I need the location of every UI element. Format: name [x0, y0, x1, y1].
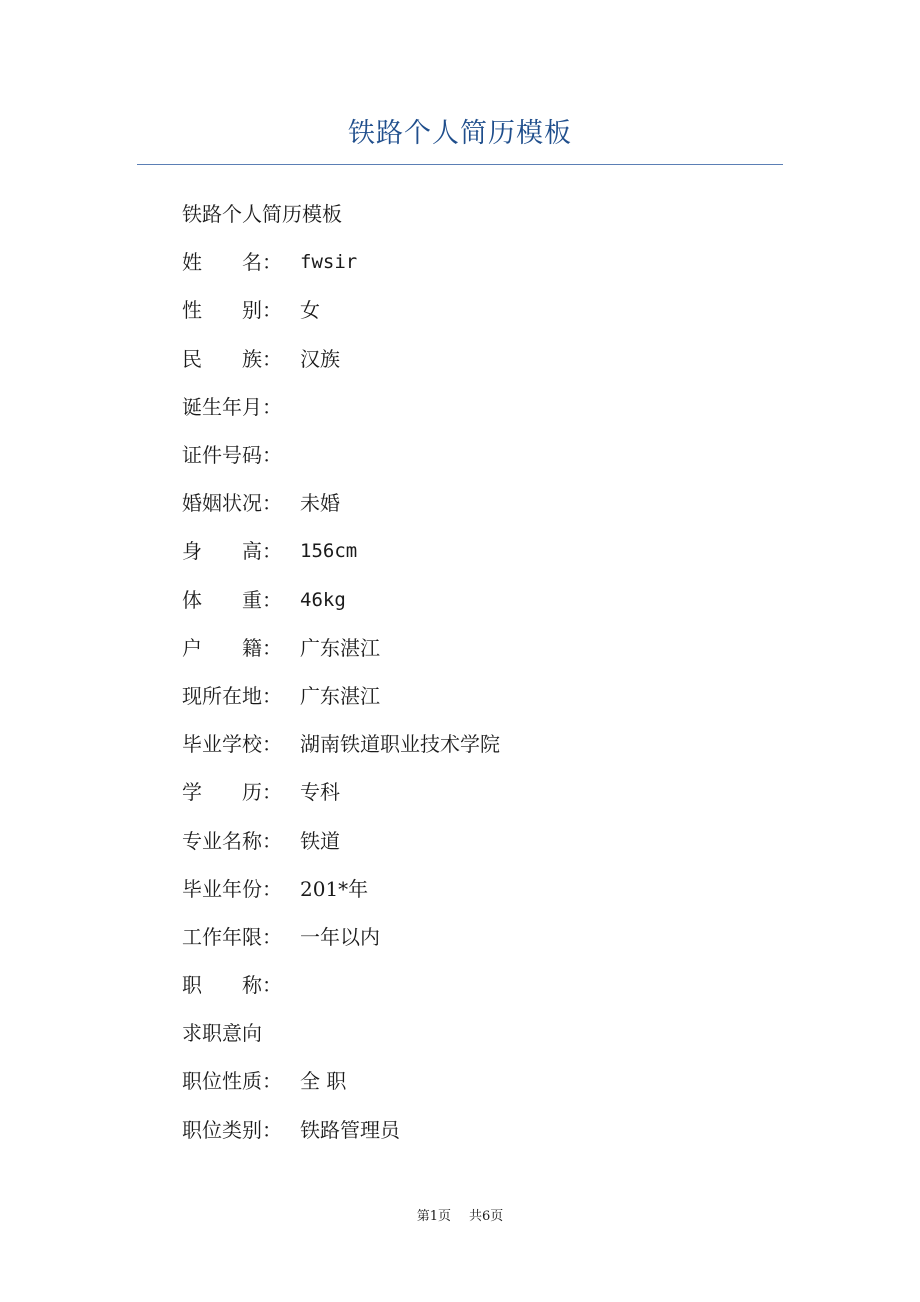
field-label: 专业名称： [182, 828, 282, 853]
field-label: 诞生年月： [182, 394, 282, 419]
resume-subtitle [182, 190, 782, 238]
field-value: 女 [300, 298, 320, 323]
field-value: 广东湛江 [300, 683, 380, 708]
resume-body [182, 190, 782, 1154]
field-label: 现所在地： [182, 683, 282, 708]
field-row-graduation-year [182, 865, 782, 913]
field-label: 婚姻状况： [182, 491, 282, 516]
field-row-household [182, 624, 782, 672]
field-row-job-nature [182, 1057, 782, 1105]
field-value: fwsir [300, 251, 358, 274]
field-label: 体 重： [182, 587, 282, 612]
field-label: 职位性质： [182, 1069, 282, 1094]
field-label: 学 历： [182, 780, 282, 805]
field-row-id-number [182, 431, 782, 479]
field-value: 46kg [300, 588, 346, 611]
field-label: 身 高： [182, 539, 282, 564]
field-row-school [182, 720, 782, 768]
field-value: 未婚 [300, 491, 340, 516]
field-label: 姓 名： [182, 250, 282, 275]
field-row-job-category [182, 1106, 782, 1154]
field-row-name [182, 238, 782, 286]
field-row-ethnicity [182, 335, 782, 383]
field-value: 201*年 [300, 876, 369, 901]
field-value: 铁路管理员 [300, 1117, 400, 1142]
section-heading-text: 求职意向 [182, 1021, 262, 1046]
field-row-major [182, 816, 782, 864]
field-label: 民 族： [182, 346, 282, 371]
title-divider [137, 164, 783, 165]
field-row-marital [182, 479, 782, 527]
field-label: 毕业学校： [182, 732, 282, 757]
field-label: 工作年限： [182, 924, 282, 949]
field-row-location [182, 672, 782, 720]
field-value: 湖南铁道职业技术学院 [300, 732, 500, 757]
resume-subtitle-text: 铁路个人简历模板 [182, 202, 342, 227]
field-label: 毕业年份： [182, 876, 282, 901]
document-title: 铁路个人简历模板 [348, 118, 572, 149]
field-value: 一年以内 [300, 924, 380, 949]
field-value: 广东湛江 [300, 635, 380, 660]
field-row-height [182, 527, 782, 575]
field-row-title [182, 961, 782, 1009]
field-value: 156cm [300, 540, 358, 563]
field-label: 证件号码： [182, 443, 282, 468]
field-label: 户 籍： [182, 635, 282, 660]
field-label: 职 称： [182, 973, 282, 998]
section-heading-job-intent [182, 1009, 782, 1057]
field-label: 职位类别： [182, 1117, 282, 1142]
field-row-birth [182, 383, 782, 431]
field-value: 专科 [300, 780, 340, 805]
page-number-current: 第1页 [416, 1209, 451, 1224]
field-value: 全 职 [300, 1069, 347, 1094]
field-row-gender [182, 286, 782, 334]
field-row-education [182, 768, 782, 816]
field-row-work-years [182, 913, 782, 961]
field-row-weight [182, 576, 782, 624]
field-value: 汉族 [300, 346, 340, 371]
page-footer [0, 1205, 920, 1224]
field-value: 铁道 [300, 828, 340, 853]
page-number-total: 共6页 [469, 1209, 504, 1224]
field-label: 性 别： [182, 298, 282, 323]
